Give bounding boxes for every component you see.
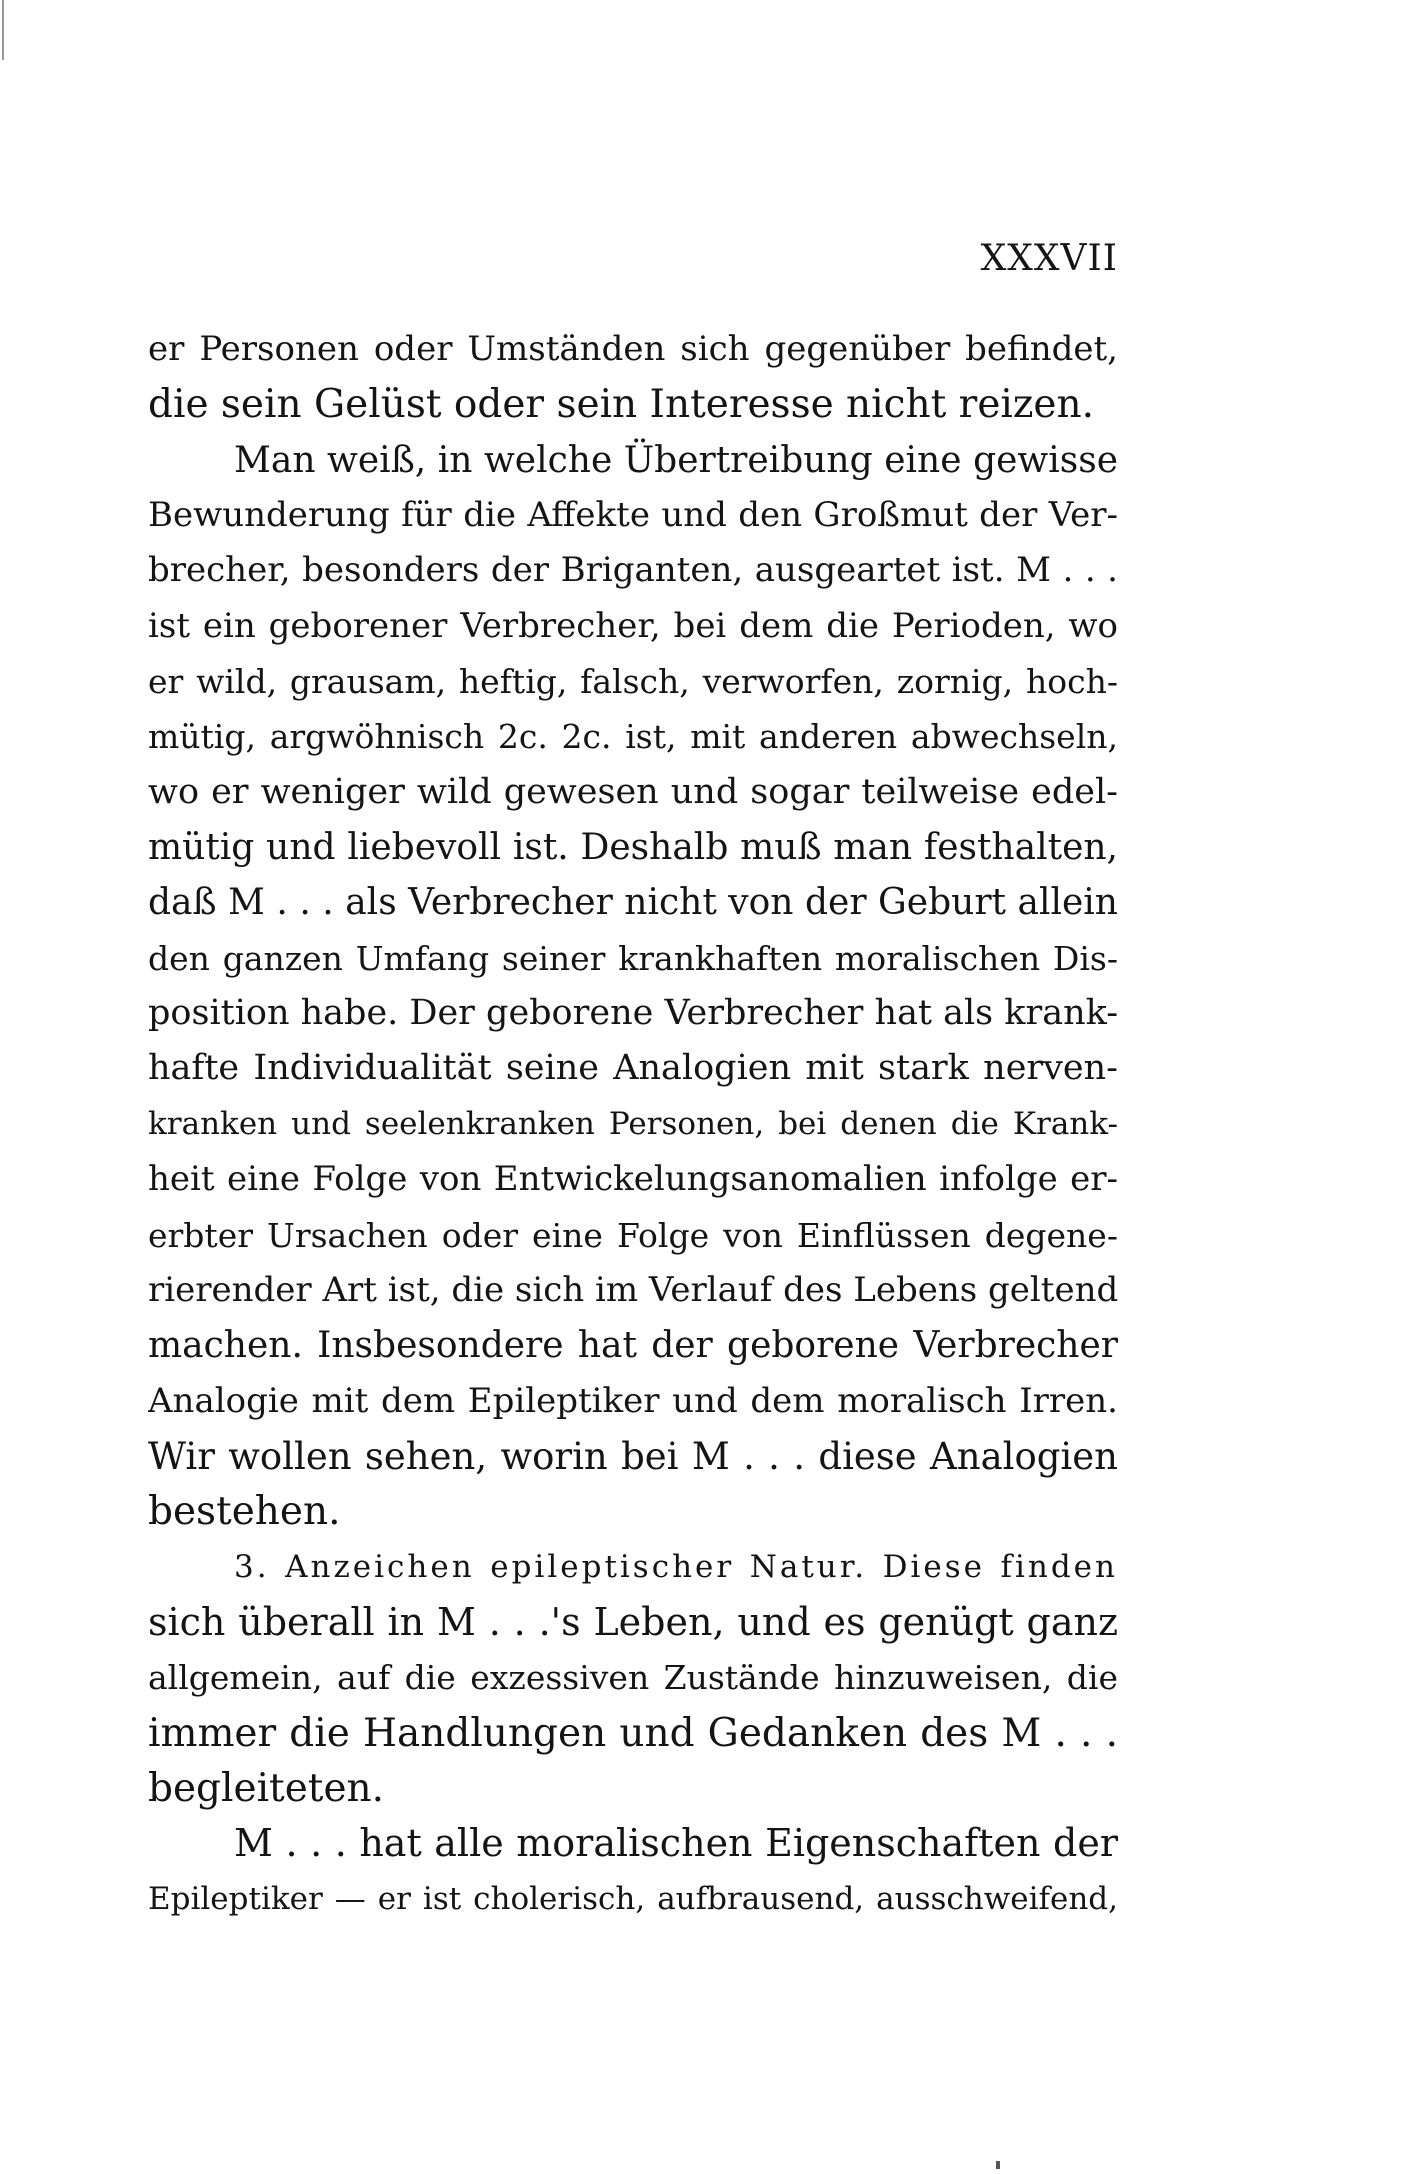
text-line: wo er weniger wild gewesen und sogar teilweise edel- [148,771,1118,812]
section-heading-line: 3. Anzeichen epileptischer Natur. Diese finden [234,1548,1118,1585]
text-line: M . . . hat alle moralischen Eigenschaften der [234,1821,1118,1866]
text-line: mütig und liebevoll ist. Deshalb muß man festhalten, [148,827,1118,869]
text-line: allgemein, auf die exzessiven Zustände hinzuweisen, die [148,1658,1118,1698]
text-line: immer die Handlungen und Gedanken des M . . . [148,1710,1118,1756]
scan-speck [996,2161,1000,2169]
text-line: sich überall in M . . .'s Leben, und es genügt ganz [148,1599,1118,1644]
text-line: heit eine Folge von Entwickelungsanomalien infolge er- [148,1159,1118,1200]
text-line: erbter Ursachen oder eine Folge von Einflüssen degene- [148,1215,1118,1255]
text-line: Wir wollen sehen, worin bei M . . . diese Analogien [148,1434,1118,1478]
text-line: er wild, grausam, heftig, falsch, verworfen, zornig, hoch- [148,662,1118,702]
text-line: er Personen oder Umständen sich gegenüber befindet, [148,329,1118,369]
text-line: Epileptiker — er ist cholerisch, aufbrausend, ausschweifend, [148,1880,1118,1917]
text-line: Man weiß, in welche Übertreibung eine gewisse [234,439,1118,481]
text-line: position habe. Der geborene Verbrecher hat als krank- [148,993,1118,1034]
text-line: daß M . . . als Verbrecher nicht von der Geburt allein [148,882,1118,924]
text-line: begleiteten. [148,1765,385,1811]
text-line: bestehen. [148,1489,341,1535]
scan-edge-mark [2,0,4,60]
text-line: ist ein geborener Verbrecher, bei dem die Perioden, wo [148,605,1118,646]
text-line: die sein Gelüst oder sein Interesse nicht reizen. [148,382,1095,428]
text-line: Analogie mit dem Epileptiker und dem moralisch Irren. [148,1380,1118,1421]
text-line: den ganzen Umfang seiner krankhaften moralischen Dis- [148,938,1118,978]
text-line: mütig, argwöhnisch 2c. 2c. ist, mit anderen abwechseln, [148,717,1118,757]
text-line: machen. Insbesondere hat der geborene Verbrecher [148,1325,1118,1367]
page-number: XXXVII [980,238,1118,279]
text-line: Bewunderung für die Affekte und den Großmut der Ver- [148,495,1118,536]
body-text [148,322,1118,1927]
text-line: brecher, besonders der Briganten, ausgeartet ist. M . . . [148,550,1118,591]
text-line: rierender Art ist, die sich im Verlauf des Lebens geltend [148,1269,1118,1310]
text-line: kranken und seelenkranken Personen, bei denen die Krank- [148,1105,1118,1142]
text-line: hafte Individualität seine Analogien mit stark nerven- [148,1048,1118,1089]
